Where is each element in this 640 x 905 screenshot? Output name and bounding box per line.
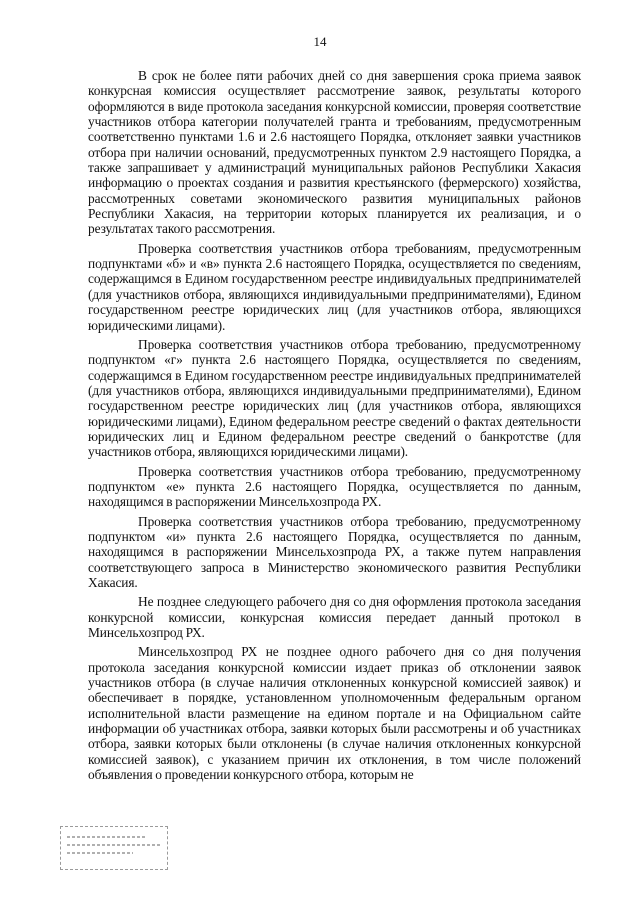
- paragraph-ministry-order: Минсельхозпрод РХ не позднее одного рабочего дня со дня получения протокола заседания конкурсной комиссии издает приказ об отклонении заявок участников отбора (в случае наличия отклоненных конкурсной комиссией заявок) и обеспечивает в порядке, установленном уполномоченным федеральным органом исполнительной власти размещение на едином портале и на Официальном сайте информации об участниках отбора, заявки которых были рассмотрены и об участниках отбора, заявки которых были отклонены (в случае наличия отклоненных конкурсной комиссией заявок), с указанием причин их отклонения, в том числе положений объявления о проведении конкурсного отбора, которым не: [88, 644, 581, 783]
- paragraph-review-timeline: В срок не более пяти рабочих дней со дня завершения срока приема заявок конкурсная комиссия осуществляет рассмотрение заявок, результаты которого оформляются в виде протокола заседания конкурсной комиссии, проверяя соответствие участников отбора категории получателей гранта и требованиям, предусмотренным соответственно пунктами 1.6 и 2.6 настоящего Порядка, отклоняет заявки участников отбора при наличии оснований, предусмотренных пунктом 2.9 настоящего Порядка, а также запрашивает у администраций муниципальных районов Республики Хакасия информацию о проектах создания и развития крестьянского (фермерского) хозяйства, рассмотренных советами экономического развития муниципальных районов Республики Хакасия, на территории которых планируется их реализация, и о результатах такого рассмотрения.: [88, 68, 581, 237]
- paragraph-check-subitem-i: Проверка соответствия участников отбора требованию, предусмотренному подпунктом «и» пункта 2.6 настоящего Порядка, осуществляется по данным, находящимся в распоряжении Минсельхозпрода РХ, а также путем направления соответствующего запроса в Министерство экономического развития Республики Хакасия.: [88, 513, 581, 590]
- stamp-line: [67, 844, 161, 846]
- paragraph-check-subitem-e: Проверка соответствия участников отбора требованию, предусмотренному подпунктом «е» пункта 2.6 настоящего Порядка, осуществляется по данным, находящимся в распоряжении Минсельхозпрода РХ.: [88, 463, 581, 510]
- page-number: 14: [313, 34, 327, 49]
- paragraph-check-subitem-g: Проверка соответствия участников отбора требованию, предусмотренному подпунктом «г» пункта 2.6 настоящего Порядка, осуществляется по сведениям, содержащимся в Едином государственном реестре индивидуальных предпринимателей (для участников отбора, являющихся индивидуальными предпринимателями), Едином государственном реестре юридических лиц (для участников отбора, являющихся юридическими лицами), Едином федеральном реестре сведений о фактах деятельности юридических лиц и Едином федеральном реестре сведений о банкротстве (для участников отбора, являющихся юридическими лицами).: [88, 336, 581, 460]
- paragraph-check-subitems-b-v: Проверка соответствия участников отбора требованиям, предусмотренным подпунктами «б» и «в» пункта 2.6 настоящего Порядка, осуществляется по сведениям, содержащимся в Едином государственном реестре индивидуальных предпринимателей (для участников отбора, являющихся индивидуальными предпринимателями), Едином государственном реестре юридических лиц (для участников отбора, являющихся юридическими лицами).: [88, 240, 581, 333]
- stamp-line: [67, 836, 147, 838]
- stamp-line: [67, 852, 133, 854]
- document-stamp: [60, 826, 168, 870]
- paragraph-protocol-transfer: Не позднее следующего рабочего дня со дня оформления протокола заседания конкурсной комиссии, конкурсная комиссия передает данный протокол в Минсельхозпрод РХ.: [88, 594, 581, 641]
- document-body: [88, 68, 581, 782]
